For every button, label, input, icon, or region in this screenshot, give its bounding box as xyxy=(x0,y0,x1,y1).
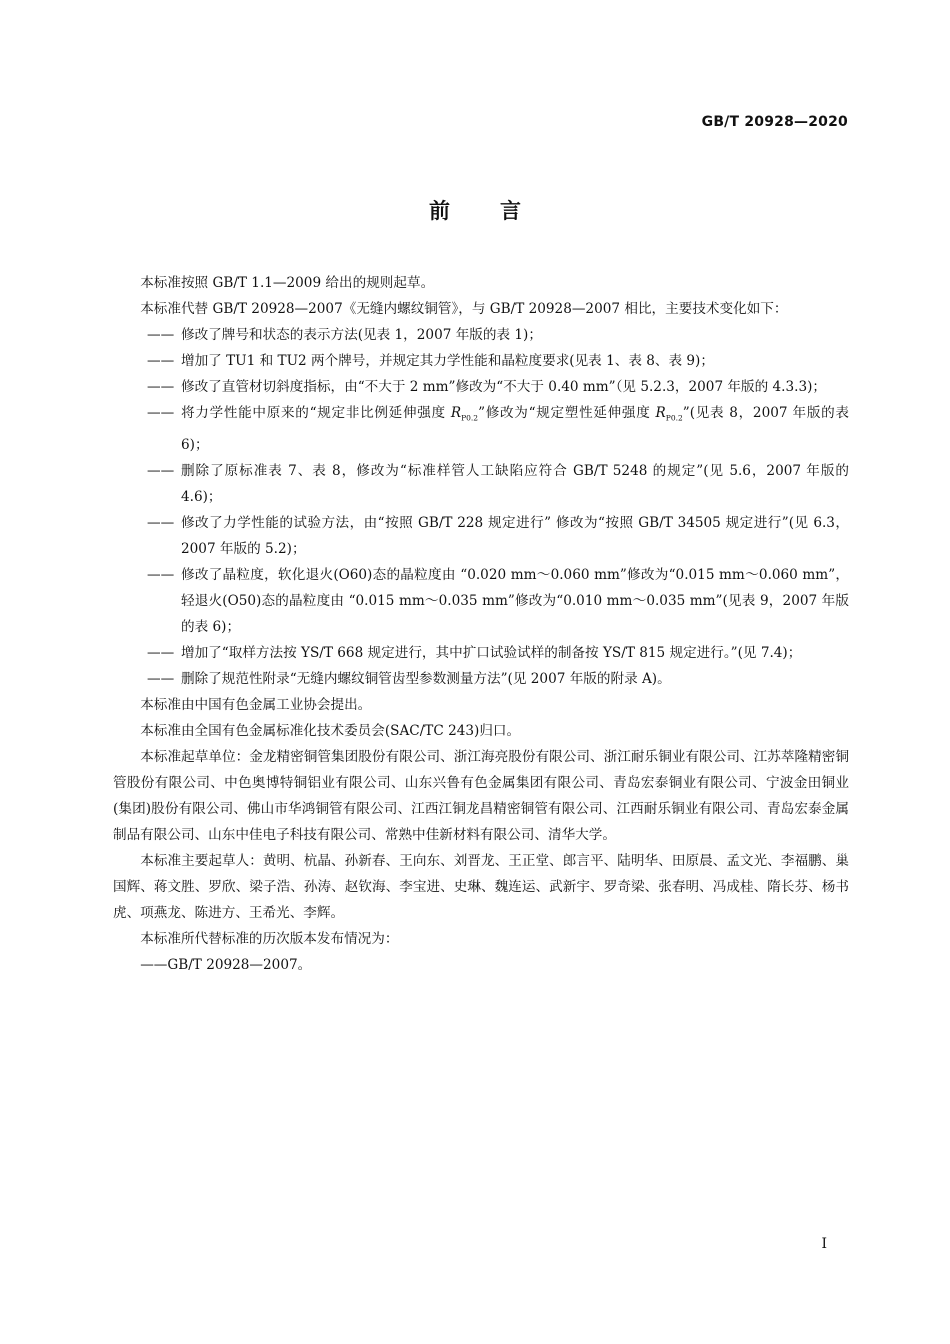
symbol-subscript: P0.2 xyxy=(461,413,479,423)
change-text: 修改了晶粒度，软化退火(O60)态的晶粒度由 “0.020 mm～0.060 mm”修改为“0.015 mm～0.060 mm”，轻退火(O50)态的晶粒度由 “0.015 mm～0.035 mm”修改为“0.010 mm～0.035 mm”(见表 9，2007 年版的表 6)； xyxy=(181,566,849,635)
intro-paragraph-2: 本标准代替 GB/T 20928—2007《无缝内螺纹铜管》，与 GB/T 20928—2007 相比，主要技术变化如下： xyxy=(140,301,788,317)
change-text: 删除了规范性附录“无缝内螺纹铜管齿型参数测量方法”(见 2007 年版的附录 A)。 xyxy=(181,670,671,687)
history-item xyxy=(113,952,849,978)
standard-number: GB/T 20928—2020 xyxy=(701,114,848,130)
dash-marker: —— xyxy=(147,379,175,395)
change-item xyxy=(113,458,849,510)
change-text: ”(见表 8，2007 年版的表 6)； xyxy=(181,405,849,453)
dash-marker: —— xyxy=(147,353,175,369)
change-item xyxy=(113,666,849,692)
change-item xyxy=(113,322,849,348)
change-text: 修改了牌号和状态的表示方法(见表 1，2007 年版的表 1)； xyxy=(181,327,542,343)
dash-marker: —— xyxy=(147,514,175,531)
change-text: 修改了力学性能的试验方法，由“按照 GB/T 228 规定进行” 修改为“按照 GB/T 34505 规定进行”(见 6.3，2007 年版的 5.2)； xyxy=(181,514,849,557)
change-text: 删除了原标准表 7、表 8，修改为“标准样管人工缺陷应符合 GB/T 5248 的规定”(见 5.6，2007 年版的 4.6)； xyxy=(181,462,849,505)
change-text: 将力学性能中原来的“规定非比例延伸强度 xyxy=(181,405,451,421)
dash-marker: —— xyxy=(147,405,175,421)
dash-marker: —— xyxy=(147,644,175,661)
dash-marker: —— xyxy=(147,462,175,479)
dash-marker: —— xyxy=(140,956,168,973)
change-item xyxy=(113,510,849,562)
foreword-body xyxy=(113,270,849,978)
dash-marker: —— xyxy=(147,566,175,583)
change-text: 增加了“取样方法按 YS/T 668 规定进行，其中扩口试验试样的制备按 YS/T 815 规定进行。”(见 7.4)； xyxy=(181,644,802,661)
change-item xyxy=(113,400,849,458)
page-number: I xyxy=(821,1236,827,1252)
dash-marker: —— xyxy=(147,670,175,687)
intro-paragraph-1: 本标准按照 GB/T 1.1—2009 给出的规则起草。 xyxy=(140,275,435,291)
dash-marker: —— xyxy=(147,327,175,343)
symbol-r: R xyxy=(450,405,462,421)
history-text: GB/T 20928—2007。 xyxy=(167,956,312,973)
change-item xyxy=(113,640,849,666)
change-item xyxy=(113,348,849,374)
title-char-2: 言 xyxy=(500,199,521,223)
history-intro: 本标准所代替标准的历次版本发布情况为： xyxy=(140,930,399,947)
drafting-units: 本标准起草单位：金龙精密铜管集团股份有限公司、浙江海亮股份有限公司、浙江耐乐铜业有限公司、江苏萃隆精密铜管股份有限公司、中色奥博特铜铝业有限公司、山东兴鲁有色金属集团有限公司、青岛宏泰铜业有限公司、宁波金田铜业(集团)股份有限公司、佛山市华鸿铜管有限公司、江西江铜龙昌精密铜管有限公司、江西耐乐铜业有限公司、青岛宏泰金属制品有限公司、山东中佳电子科技有限公司、常熟中佳新材料有限公司、清华大学。 xyxy=(113,748,849,843)
proposed-by: 本标准由中国有色金属工业协会提出。 xyxy=(140,696,372,713)
change-text: ”修改为“规定塑性延伸强度 xyxy=(478,405,656,421)
change-text: 增加了 TU1 和 TU2 两个牌号，并规定其力学性能和晶粒度要求(见表 1、表 8、表 9)； xyxy=(181,353,714,369)
centralized-by: 本标准由全国有色金属标准化技术委员会(SAC/TC 243)归口。 xyxy=(140,722,521,739)
change-item xyxy=(113,374,849,400)
page-title xyxy=(0,195,950,225)
change-text: 修改了直管材切斜度指标，由“不大于 2 mm”修改为“不大于 0.40 mm”（见 5.2.3，2007 年版的 4.3.3)； xyxy=(181,379,827,395)
symbol-r: R xyxy=(655,405,666,421)
title-char-1: 前 xyxy=(429,199,450,223)
change-item xyxy=(113,562,849,640)
symbol-subscript: P0.2 xyxy=(665,413,683,423)
drafters: 本标准主要起草人：黄明、杭晶、孙新春、王向东、刘晋龙、王正堂、郎言平、陆明华、田原晨、孟文光、李福鹏、巢国辉、蒋文胜、罗欣、梁子浩、孙涛、赵钦海、李宝进、史琳、魏连运、武新宇、罗奇梁、张春明、冯成桂、隋长芬、杨书虎、项燕龙、陈进方、王希光、李辉。 xyxy=(113,852,849,921)
